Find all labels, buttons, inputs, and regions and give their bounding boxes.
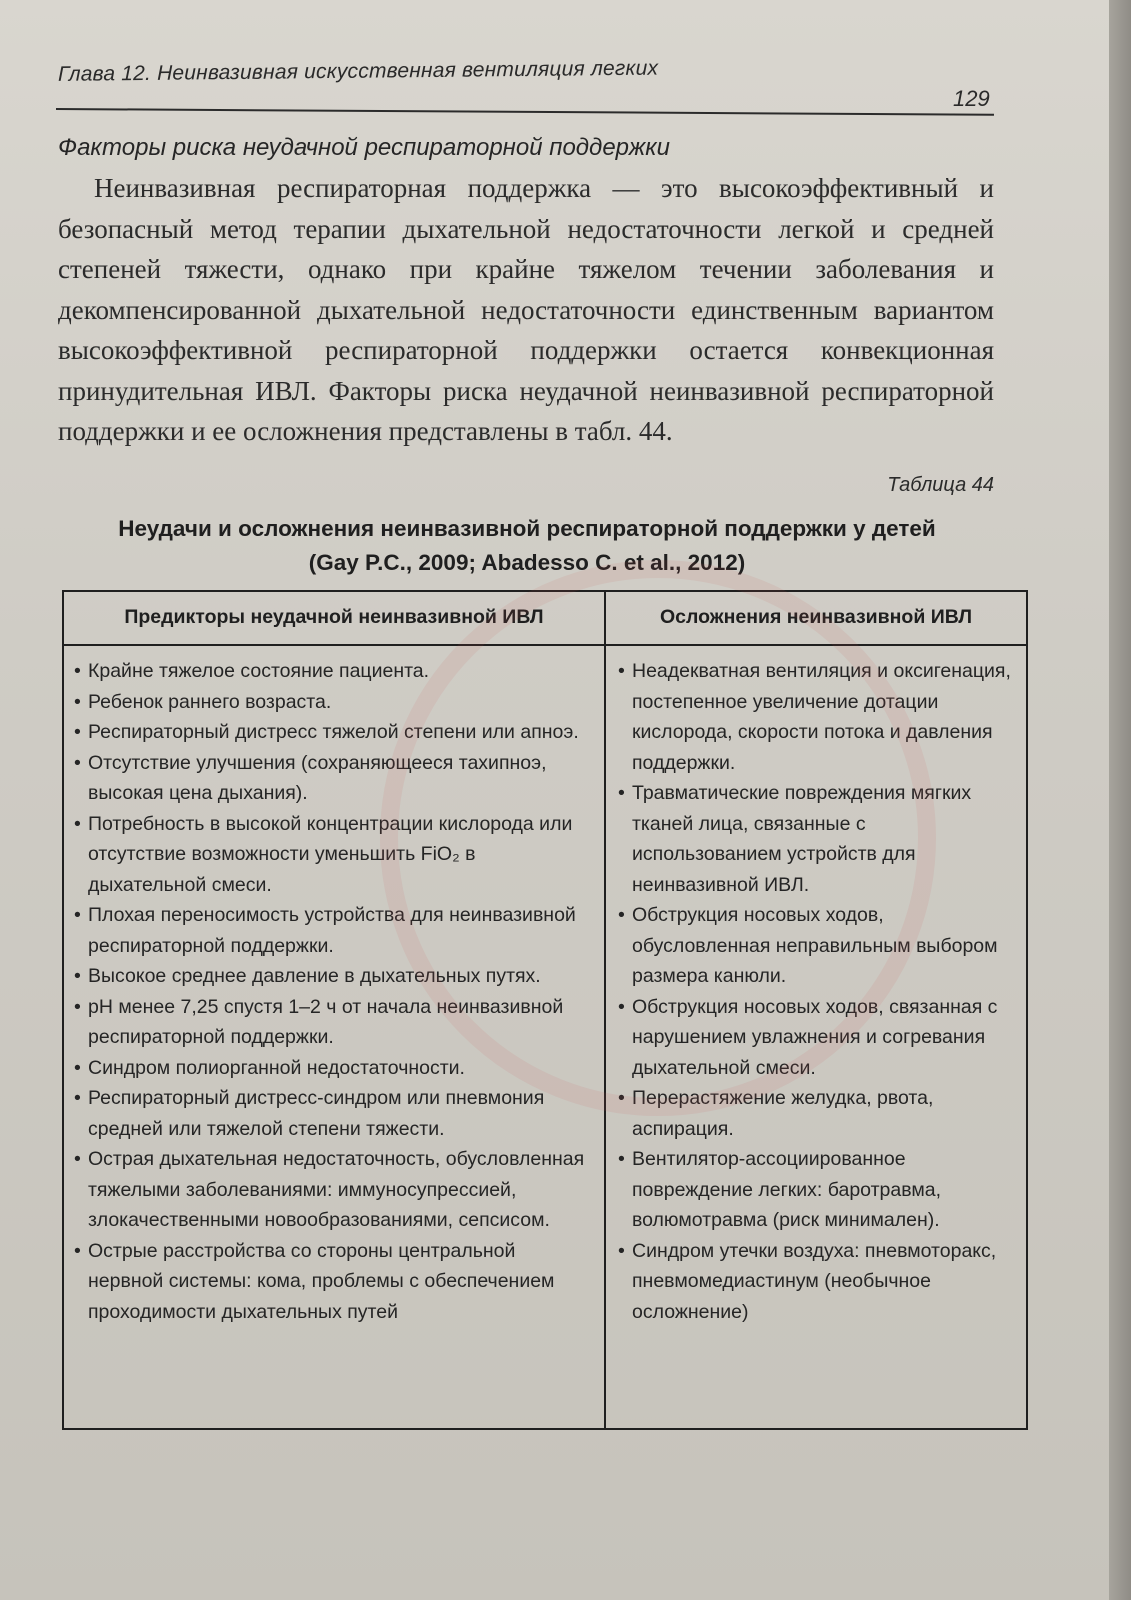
list-item: • Перерастяжение желудка, рвота, аспирация. — [618, 1083, 1016, 1144]
list-item: • Респираторный дистресс-синдром или пневмония средней или тяжелой степени тяжести. — [74, 1083, 594, 1144]
list-item: • Острая дыхательная недостаточность, обусловленная тяжелыми заболеваниями: иммуносупрессией, злокачественными новообразованиями, сепсисом. — [74, 1144, 594, 1236]
list-item: • Высокое среднее давление в дыхательных путях. — [74, 961, 594, 992]
list-item: • Синдром полиорганной недостаточности. — [74, 1053, 594, 1084]
table-header-complications: Осложнения неинвазивной ИВЛ — [659, 606, 973, 628]
list-item: • Ребенок раннего возраста. — [74, 687, 594, 718]
table-title — [62, 512, 992, 580]
body-paragraph: Неинвазивная респираторная поддержка — это высокоэффективный и безопасный метод терапии дыхательной недостаточности легкой и средней степеней тяжести, однако при крайне тяжелом течении заболевания и декомпенсированной дыхательной недостаточности единственным вариантом высокоэффективной респираторной поддержки остается конвекционная принудительная ИВЛ. Факторы риска неудачной неинвазивной респираторной поддержки и ее осложнения представлены в табл. 44. — [58, 173, 994, 446]
list-item: • Потребность в высокой концентрации кислорода или отсутствие возможности уменьшить FiO₂ в дыхательной смеси. — [74, 809, 594, 901]
predictors-list — [74, 656, 594, 1327]
table-header-predictors: Предикторы неудачной неинвазивной ИВЛ — [124, 606, 544, 628]
header-rule — [56, 108, 994, 116]
list-item: • Вентилятор-ассоциированное повреждение легких: баротравма, волюмотравма (риск минимален). — [618, 1144, 1016, 1236]
table — [62, 590, 1028, 1430]
section-title: Факторы риска неудачной респираторной поддержки — [58, 134, 670, 161]
table-header-rule — [64, 644, 1026, 646]
running-head: Глава 12. Неинвазивная искусственная вентиляция легких — [58, 56, 659, 86]
list-item: • Плохая переносимость устройства для неинвазивной респираторной поддержки. — [74, 900, 594, 961]
page-number: 129 — [953, 86, 990, 111]
list-item: • Отсутствие улучшения (сохраняющееся тахипноэ, высокая цена дыхания). — [74, 748, 594, 809]
list-item: • Неадекватная вентиляция и оксигенация, постепенное увеличение дотации кислорода, скорости потока и давления поддержки. — [618, 656, 1016, 778]
table-column-divider — [604, 592, 606, 1428]
complications-list — [618, 656, 1016, 1327]
list-item: • Обструкция носовых ходов, обусловленная неправильным выбором размера канюли. — [618, 900, 1016, 992]
list-item: • Травматические повреждения мягких тканей лица, связанные с использованием устройств для неинвазивной ИВЛ. — [618, 778, 1016, 900]
table-title-line2: (Gay P.C., 2009; Abadesso C. et al., 2012) — [308, 550, 746, 575]
page-edge-shadow — [1109, 0, 1131, 1600]
list-item: • Крайне тяжелое состояние пациента. — [74, 656, 594, 687]
table-title-line1: Неудачи и осложнения неинвазивной респираторной поддержки у детей — [118, 516, 936, 541]
list-item: • Синдром утечки воздуха: пневмоторакс, пневмомедиастинум (необычное осложнение) — [618, 1236, 1016, 1328]
list-item: • Респираторный дистресс тяжелой степени или апноэ. — [74, 717, 594, 748]
table-label: Таблица 44 — [887, 474, 994, 496]
list-item: • Острые расстройства со стороны центральной нервной системы: кома, проблемы с обеспечением проходимости дыхательных путей — [74, 1236, 594, 1328]
list-item: • pH менее 7,25 спустя 1–2 ч от начала неинвазивной респираторной поддержки. — [74, 992, 594, 1053]
list-item: • Обструкция носовых ходов, связанная с нарушением увлажнения и согревания дыхательной смеси. — [618, 992, 1016, 1084]
